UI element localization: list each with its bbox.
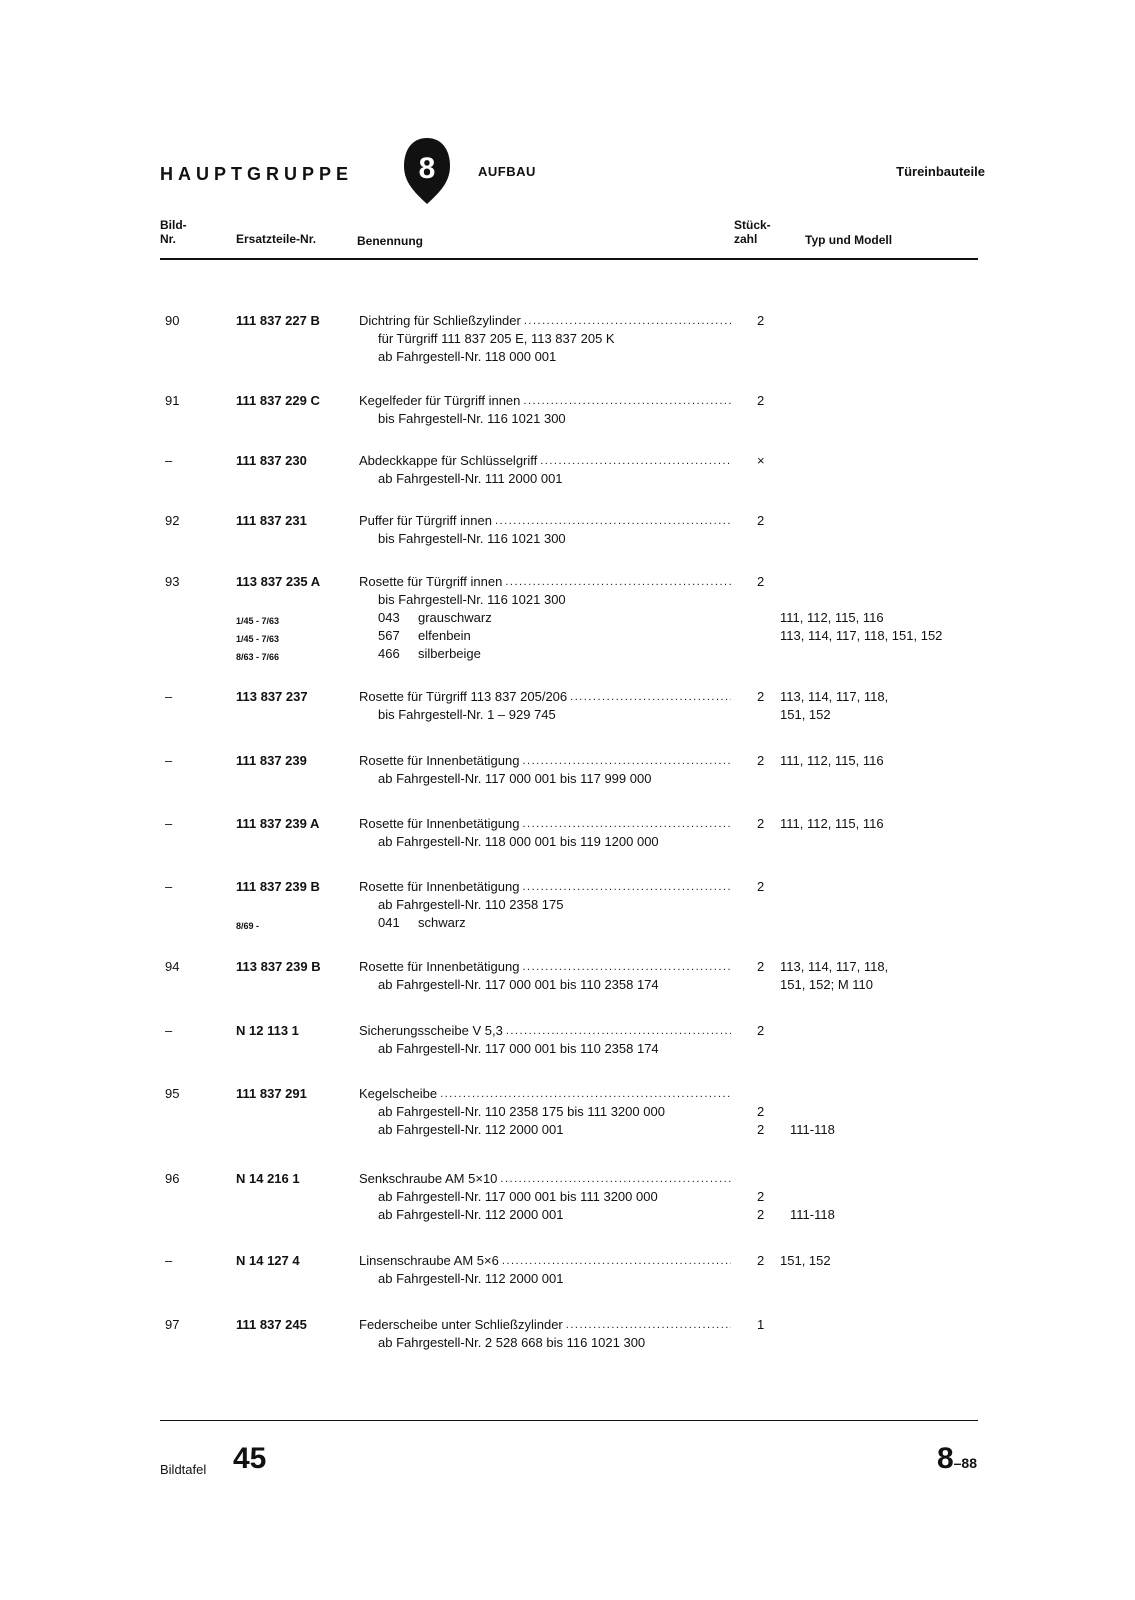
benennung-title-line [359, 512, 731, 530]
col-bild-header [160, 218, 187, 246]
color-name: elfenbein [418, 628, 471, 643]
leader-dots [524, 312, 731, 330]
part-title: Puffer für Türgriff innen [359, 513, 492, 528]
benennung [359, 1022, 731, 1058]
part-detail-line: ab Fahrgestell-Nr. 112 2000 001 [378, 1207, 564, 1222]
bild-nr: – [165, 753, 173, 768]
benennung [359, 815, 731, 851]
leader-dots [566, 1316, 731, 1334]
bild-nr: 90 [165, 313, 180, 328]
part-title: Federscheibe unter Schließzylinder [359, 1317, 563, 1332]
part-detail-line: ab Fahrgestell-Nr. 117 000 001 bis 111 3200 000 [378, 1189, 658, 1204]
stueckzahl: 2 [757, 1189, 765, 1204]
stueckzahl: 2 [757, 513, 765, 528]
benennung [359, 452, 731, 488]
color-code: 567 [378, 628, 400, 643]
benennung [359, 958, 731, 994]
part-detail-line: ab Fahrgestell-Nr. 117 000 001 bis 117 999 000 [378, 771, 652, 786]
part-detail-line: ab Fahrgestell-Nr. 110 2358 175 bis 111 3200 000 [378, 1104, 665, 1119]
benennung-title-line [359, 1252, 731, 1270]
ersatzteil-nr: N 14 216 1 [236, 1171, 300, 1186]
ersatzteil-nr: 111 837 229 C [236, 393, 320, 408]
validity-period: 8/69 - [236, 921, 260, 931]
part-title: Rosette für Innenbetätigung [359, 879, 520, 894]
part-title: Senkschraube AM 5×10 [359, 1171, 498, 1186]
benennung [359, 752, 731, 788]
footer-rule [160, 1420, 978, 1421]
benennung-title-line [359, 752, 731, 770]
benennung [359, 1170, 731, 1224]
part-title: Sicherungsscheibe V 5,3 [359, 1023, 503, 1038]
bildtafel-number: 45 [233, 1442, 267, 1475]
part-detail-line: ab Fahrgestell-Nr. 110 2358 175 [378, 897, 564, 912]
typ-modell: 111, 112, 115, 116 [780, 816, 884, 831]
part-detail-line: ab Fahrgestell-Nr. 111 2000 001 [378, 471, 563, 486]
validity-period: 1/45 - 7/63 [236, 634, 280, 644]
leader-dots [522, 958, 731, 976]
ersatzteil-nr: 111 837 227 B [236, 313, 320, 328]
bild-nr: 92 [165, 513, 180, 528]
ersatzteil-nr: 111 837 231 [236, 513, 307, 528]
benennung-title-line [359, 1022, 731, 1040]
stueckzahl: 2 [757, 313, 765, 328]
bild-nr: 96 [165, 1171, 180, 1186]
benennung-title-line [359, 1316, 731, 1334]
ersatzteil-nr: 113 837 239 B [236, 959, 321, 974]
stueckzahl: 2 [757, 879, 765, 894]
leader-dots [523, 392, 731, 410]
part-title: Rosette für Türgriff innen [359, 574, 503, 589]
part-detail-line: für Türgriff 111 837 205 E, 113 837 205 K [378, 331, 615, 346]
benennung [359, 1316, 731, 1352]
typ-modell: 113, 114, 117, 118, [780, 959, 889, 974]
typ-modell: 111-118 [790, 1207, 835, 1222]
benennung-title-line [359, 452, 731, 470]
stueckzahl: 2 [757, 689, 765, 704]
col-benennung-header: Benennung [357, 234, 423, 248]
color-name: grauschwarz [418, 610, 492, 625]
subsection-title: Türeinbauteile [896, 164, 985, 179]
ersatzteil-nr: 111 837 230 [236, 453, 307, 468]
ersatzteil-nr: N 12 113 1 [236, 1023, 299, 1038]
ersatzteil-nr: 113 837 235 A [236, 574, 321, 589]
part-detail-line: ab Fahrgestell-Nr. 2 528 668 bis 116 1021 300 [378, 1335, 646, 1350]
stueckzahl: 1 [757, 1317, 765, 1332]
color-name: silberbeige [418, 646, 481, 661]
ersatzteil-nr: 111 837 239 [236, 753, 307, 768]
part-title: Linsenschraube AM 5×6 [359, 1253, 499, 1268]
hauptgruppe-label: HAUPTGRUPPE [160, 164, 354, 184]
color-variant [359, 645, 731, 663]
benennung-title-line [359, 1170, 731, 1188]
ersatzteil-nr: 111 837 239 B [236, 879, 320, 894]
part-title: Abdeckkappe für Schlüsselgriff [359, 453, 538, 468]
bild-nr: 94 [165, 959, 180, 974]
benennung-title-line [359, 392, 731, 410]
typ-modell: 151, 152 [780, 707, 831, 722]
part-detail-line: bis Fahrgestell-Nr. 116 1021 300 [378, 592, 566, 607]
benennung-title-line [359, 815, 731, 833]
bild-nr: – [165, 689, 173, 704]
typ-modell: 111, 112, 115, 116 [780, 610, 884, 625]
col-ersatzteile-header: Ersatzteile-Nr. [236, 232, 317, 246]
benennung-title-line [359, 688, 731, 706]
benennung [359, 1085, 731, 1139]
bild-nr: – [165, 1253, 173, 1268]
part-detail-line: bis Fahrgestell-Nr. 116 1021 300 [378, 411, 566, 426]
bild-nr: – [165, 453, 173, 468]
leader-dots [505, 573, 731, 591]
part-detail-line: ab Fahrgestell-Nr. 112 2000 001 [378, 1271, 564, 1286]
leader-dots [522, 878, 731, 896]
color-variant [359, 627, 731, 645]
leader-dots [506, 1022, 731, 1040]
benennung [359, 573, 731, 663]
benennung-title-line [359, 573, 731, 591]
stueckzahl: 2 [757, 393, 765, 408]
leader-dots [500, 1170, 731, 1188]
part-title: Rosette für Innenbetätigung [359, 959, 520, 974]
bild-nr: 91 [165, 393, 180, 408]
benennung [359, 512, 731, 548]
typ-modell: 113, 114, 117, 118, [780, 689, 889, 704]
ersatzteil-nr: N 14 127 4 [236, 1253, 300, 1268]
part-detail-line: ab Fahrgestell-Nr. 117 000 001 bis 110 2358 174 [378, 977, 659, 992]
benennung-title-line [359, 1085, 731, 1103]
stueckzahl: 2 [757, 1122, 765, 1137]
col-stueck-line2: zahl [734, 232, 758, 246]
benennung [359, 312, 731, 366]
color-code: 043 [378, 610, 400, 625]
part-title: Rosette für Innenbetätigung [359, 753, 520, 768]
stueckzahl: 2 [757, 959, 765, 974]
section-title: AUFBAU [478, 164, 536, 179]
leader-dots [495, 512, 731, 530]
part-detail-line: ab Fahrgestell-Nr. 118 000 001 bis 119 1200 000 [378, 834, 659, 849]
typ-modell: 151, 152; M 110 [780, 977, 873, 992]
stueckzahl: 2 [757, 816, 765, 831]
part-detail-line: bis Fahrgestell-Nr. 1 – 929 745 [378, 707, 556, 722]
leader-dots [440, 1085, 731, 1103]
leader-dots [570, 688, 731, 706]
typ-modell: 111, 112, 115, 116 [780, 753, 884, 768]
leader-dots [522, 752, 731, 770]
part-detail-line: ab Fahrgestell-Nr. 117 000 001 bis 110 2358 174 [378, 1041, 659, 1056]
ersatzteil-nr: 113 837 237 [236, 689, 308, 704]
benennung [359, 688, 731, 724]
bild-nr: – [165, 1023, 173, 1038]
color-code: 041 [378, 915, 400, 930]
benennung [359, 1252, 731, 1288]
bild-nr: 95 [165, 1086, 180, 1101]
benennung-title-line [359, 878, 731, 896]
validity-period: 1/45 - 7/63 [236, 616, 280, 626]
bildtafel-label: Bildtafel [160, 1462, 207, 1477]
part-title: Dichtring für Schließzylinder [359, 313, 521, 328]
part-detail-line: bis Fahrgestell-Nr. 116 1021 300 [378, 531, 566, 546]
stueckzahl: 2 [757, 1023, 765, 1038]
bild-nr: 97 [165, 1317, 180, 1332]
col-stueck-line1: Stück- [734, 218, 771, 232]
benennung [359, 392, 731, 428]
col-bild-line1: Bild- [160, 218, 187, 232]
stueckzahl: 2 [757, 574, 765, 589]
typ-modell: 111-118 [790, 1122, 835, 1137]
page-number-sub: –88 [953, 1455, 977, 1471]
stueckzahl: 2 [757, 1104, 765, 1119]
color-variant [359, 914, 731, 932]
leader-dots [502, 1252, 731, 1270]
part-detail-line: ab Fahrgestell-Nr. 118 000 001 [378, 349, 557, 364]
bild-nr: – [165, 879, 173, 894]
typ-modell: 151, 152 [780, 1253, 831, 1268]
leader-dots [540, 452, 731, 470]
ersatzteil-nr: 111 837 239 A [236, 816, 320, 831]
benennung-title-line [359, 958, 731, 976]
color-variant [359, 609, 731, 627]
part-title: Rosette für Innenbetätigung [359, 816, 520, 831]
group-badge [402, 136, 452, 206]
ersatzteil-nr: 111 837 245 [236, 1317, 307, 1332]
stueckzahl: 2 [757, 1207, 765, 1222]
col-stueck-header [734, 218, 771, 246]
ersatzteil-nr: 111 837 291 [236, 1086, 307, 1101]
benennung [359, 878, 731, 932]
stueckzahl: 2 [757, 753, 765, 768]
leader-dots [522, 815, 731, 833]
validity-period: 8/63 - 7/66 [236, 652, 280, 662]
page-number-main: 8 [936, 1442, 954, 1475]
part-title: Rosette für Türgriff 113 837 205/206 [359, 689, 568, 704]
col-bild-line2: Nr. [160, 232, 177, 246]
header-rule [160, 258, 978, 260]
bild-nr: 93 [165, 574, 180, 589]
stueckzahl: × [757, 453, 765, 468]
col-typ-header: Typ und Modell [805, 233, 893, 247]
color-code: 466 [378, 646, 400, 661]
page-number [937, 1442, 977, 1476]
benennung-title-line [359, 312, 731, 330]
group-number: 8 [418, 152, 436, 185]
typ-modell: 113, 114, 117, 118, 151, 152 [780, 628, 943, 643]
part-title: Kegelfeder für Türgriff innen [359, 393, 521, 408]
color-name: schwarz [418, 915, 466, 930]
stueckzahl: 2 [757, 1253, 765, 1268]
group-badge-shape [402, 136, 452, 206]
part-detail-line: ab Fahrgestell-Nr. 112 2000 001 [378, 1122, 564, 1137]
bild-nr: – [165, 816, 173, 831]
part-title: Kegelscheibe [359, 1086, 438, 1101]
